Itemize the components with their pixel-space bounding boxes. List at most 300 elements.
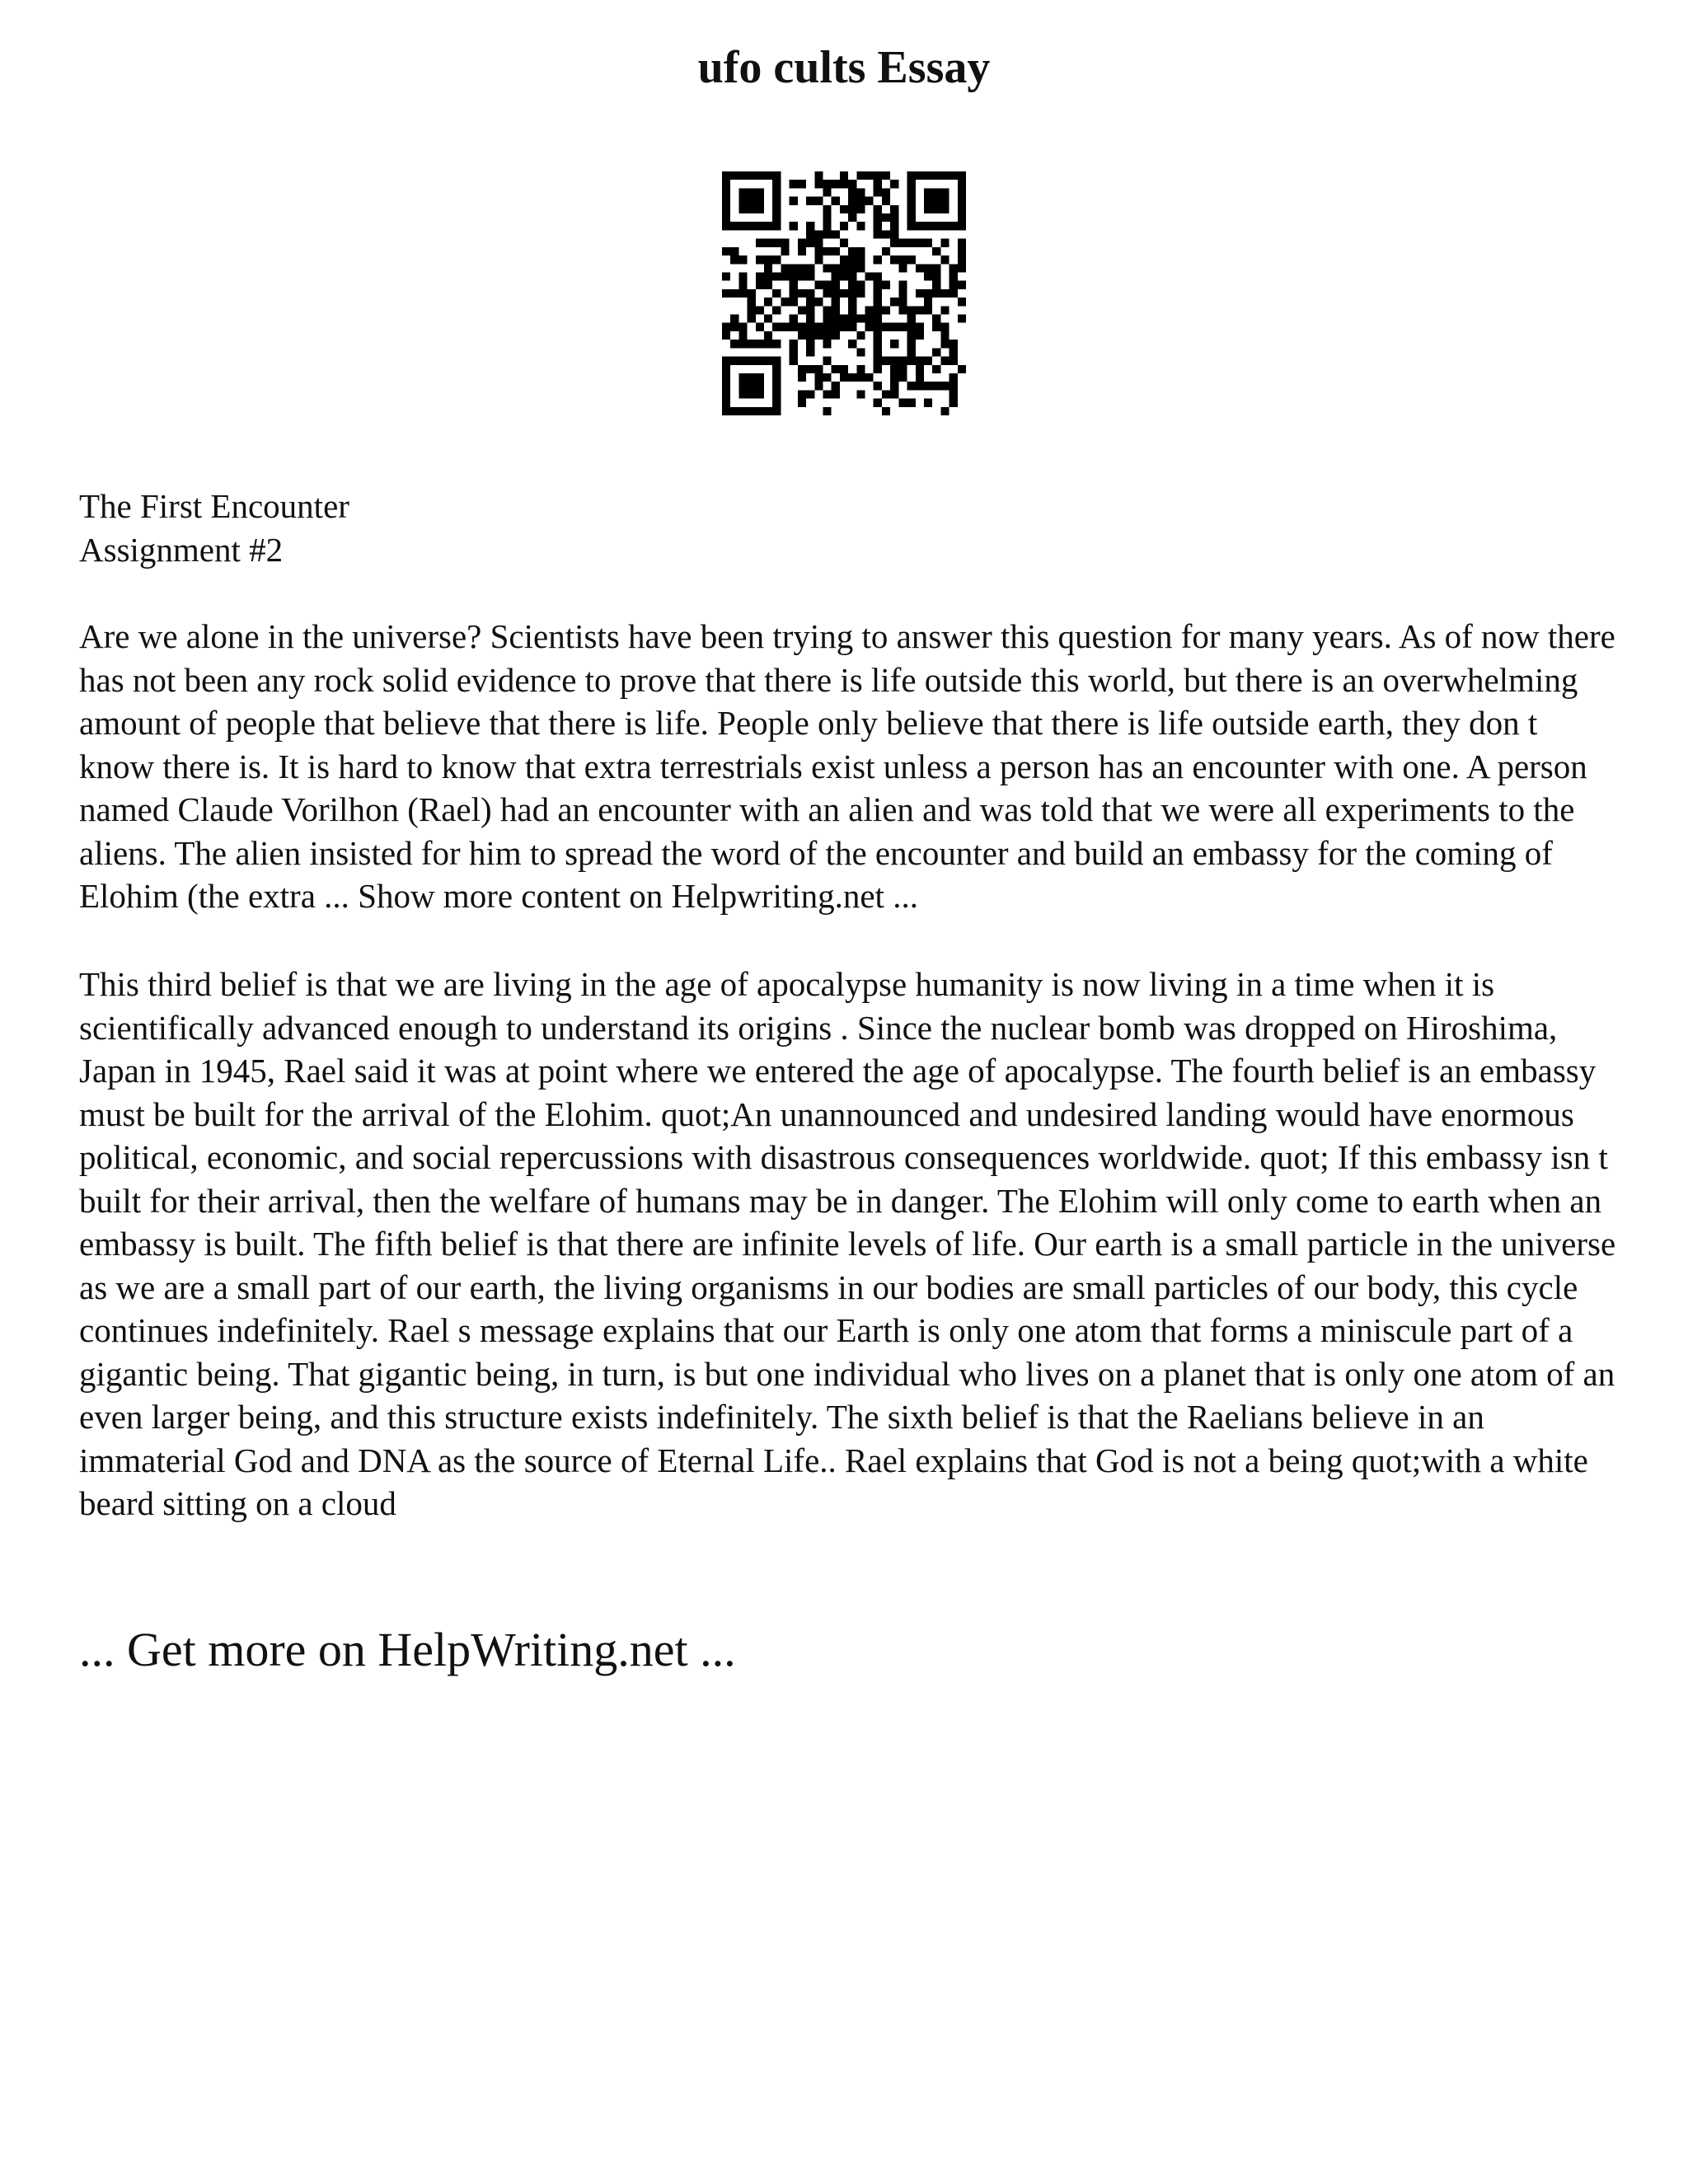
qr-module (806, 331, 814, 340)
qr-module (806, 264, 814, 272)
qr-module (798, 180, 806, 188)
qr-module (840, 180, 848, 188)
qr-module (932, 205, 940, 213)
qr-module (848, 298, 856, 306)
qr-module (832, 323, 840, 331)
qr-module (832, 264, 840, 272)
qr-module (722, 407, 730, 415)
qr-module (748, 390, 756, 398)
qr-module (856, 188, 865, 196)
qr-module (898, 298, 907, 306)
qr-module (764, 171, 772, 180)
qr-module (832, 272, 840, 280)
qr-module (756, 373, 764, 382)
qr-module (898, 281, 907, 289)
qr-module (722, 382, 730, 390)
qr-module (764, 298, 772, 306)
qr-module (916, 373, 924, 382)
qr-module (730, 289, 738, 298)
qr-module (882, 357, 890, 365)
qr-module (856, 247, 865, 255)
qr-module (950, 373, 958, 382)
qr-module (890, 255, 898, 264)
qr-module (907, 331, 916, 340)
qr-module (772, 323, 781, 331)
qr-module (932, 348, 940, 356)
qr-module (781, 247, 789, 255)
qr-module (907, 315, 916, 323)
qr-module (832, 230, 840, 238)
qr-module (781, 272, 789, 280)
qr-module (840, 272, 848, 280)
qr-module (722, 365, 730, 373)
qr-module (874, 331, 882, 340)
qr-module (874, 255, 882, 264)
qr-module (874, 222, 882, 230)
qr-module (890, 213, 898, 222)
qr-module (790, 180, 798, 188)
qr-module (756, 171, 764, 180)
qr-module (874, 289, 882, 298)
qr-module (882, 306, 890, 314)
qr-module (806, 315, 814, 323)
qr-module (832, 289, 840, 298)
qr-module (907, 399, 916, 407)
qr-module (898, 264, 907, 272)
qr-module (874, 315, 882, 323)
qr-module (748, 373, 756, 382)
qr-module (814, 197, 823, 205)
qr-module (772, 213, 781, 222)
qr-module (832, 247, 840, 255)
qr-module (924, 357, 932, 365)
qr-module (738, 197, 747, 205)
qr-module (722, 222, 730, 230)
qr-module (882, 281, 890, 289)
qr-module (756, 222, 764, 230)
qr-module (806, 230, 814, 238)
qr-module (950, 171, 958, 180)
qr-module (814, 365, 823, 373)
paragraph-text-2: This third belief is that we are living in the age of apocalypse humanity is now living in a time when it is scientifically advanced enough to understand its origins . Since the nuclear bomb was dropped on Hiroshima, Japan in 1945, Rael said it was at point where we entered the age of apocalypse. The fourth belief is an embassy must be built for the arrival of the Elohim. quot;An unannounced and undesired landing would have enormous political, economic, and social repercussions with disastrous consequences worldwide. quot; If this embassy isn t built for their arrival, then the welfare of humans may be in danger. The Elohim will only come to earth when an embassy is built. The fifth belief is that there are infinite levels of life. Our earth is a small particle in the universe as we are a small part of our earth, the living organisms in our bodies are small particles of our body, this cycle continues indefinitely. Rael s message explains that our Earth is only one atom that forms a miniscule part of a gigantic being. That gigantic being, in turn, is but one individual who lives on a planet that is only one atom of an even larger being, and this structure exists indefinitely. The sixth belief is that the Raelians believe in an immaterial God and DNA as the source of Eternal Life.. Rael explains that God is not a being quot;with a white beard sitting on a cloud (79, 965, 1616, 1522)
qr-module (840, 205, 848, 213)
qr-module (865, 373, 874, 382)
qr-module (907, 222, 916, 230)
qr-module (898, 365, 907, 373)
qr-module (823, 306, 831, 314)
qr-module (772, 171, 781, 180)
qr-module (790, 281, 798, 289)
qr-module (898, 306, 907, 314)
qr-module (898, 239, 907, 247)
qr-module (798, 306, 806, 314)
qr-module (916, 323, 924, 331)
qr-module (950, 222, 958, 230)
qr-module (907, 306, 916, 314)
qr-module (898, 255, 907, 264)
qr-module (772, 205, 781, 213)
document-heading (79, 485, 1620, 571)
qr-module (890, 323, 898, 331)
qr-module (730, 323, 738, 331)
qr-module (840, 171, 848, 180)
qr-module (798, 272, 806, 280)
qr-module (958, 255, 966, 264)
qr-module (823, 205, 831, 213)
qr-module (823, 289, 831, 298)
qr-module (856, 222, 865, 230)
qr-module (840, 264, 848, 272)
qr-module (865, 315, 874, 323)
qr-module (874, 340, 882, 348)
qr-code-icon[interactable] (722, 171, 966, 415)
qr-module (756, 281, 764, 289)
qr-module (790, 222, 798, 230)
qr-module (806, 272, 814, 280)
qr-module (874, 180, 882, 188)
essay-paragraph-2 (79, 963, 1620, 1526)
qr-module (738, 222, 747, 230)
qr-module (874, 382, 882, 390)
qr-module (806, 306, 814, 314)
qr-module (890, 357, 898, 365)
qr-module (806, 222, 814, 230)
qr-module (781, 264, 789, 272)
qr-module (848, 247, 856, 255)
qr-module (722, 197, 730, 205)
qr-module (907, 180, 916, 188)
qr-module (748, 315, 756, 323)
qr-module (940, 306, 949, 314)
qr-module (722, 331, 730, 340)
qr-module (916, 382, 924, 390)
qr-module (730, 407, 738, 415)
qr-module (874, 323, 882, 331)
qr-module (950, 348, 958, 356)
qr-module (882, 188, 890, 196)
qr-module (738, 373, 747, 382)
qr-module (748, 188, 756, 196)
qr-module (958, 197, 966, 205)
qr-module (848, 323, 856, 331)
qr-module (798, 289, 806, 298)
qr-module (940, 188, 949, 196)
qr-module (940, 323, 949, 331)
qr-module (730, 255, 738, 264)
qr-module (832, 331, 840, 340)
qr-module (958, 315, 966, 323)
qr-module (848, 197, 856, 205)
qr-module (916, 306, 924, 314)
qr-module (924, 197, 932, 205)
qr-module (806, 239, 814, 247)
qr-module (958, 171, 966, 180)
qr-module (865, 306, 874, 314)
qr-module (848, 180, 856, 188)
qr-module (865, 171, 874, 180)
qr-module (932, 197, 940, 205)
qr-module (798, 365, 806, 373)
qr-module (832, 197, 840, 205)
qr-module (748, 407, 756, 415)
qr-module (756, 255, 764, 264)
qr-module (874, 230, 882, 238)
qr-module (856, 390, 865, 398)
qr-module (932, 171, 940, 180)
qr-module (848, 264, 856, 272)
qr-module (856, 281, 865, 289)
qr-module (730, 357, 738, 365)
heading-line-2: Assignment #2 (79, 530, 284, 569)
qr-module (840, 373, 848, 382)
qr-module (940, 357, 949, 365)
qr-module (756, 382, 764, 390)
qr-module (764, 272, 772, 280)
qr-module (722, 188, 730, 196)
qr-module (738, 171, 747, 180)
qr-module (823, 180, 831, 188)
qr-module (814, 281, 823, 289)
qr-module (738, 289, 747, 298)
qr-module (856, 365, 865, 373)
qr-module (940, 289, 949, 298)
qr-module (907, 188, 916, 196)
qr-module (832, 180, 840, 188)
qr-module (790, 298, 798, 306)
qr-module (840, 222, 848, 230)
qr-module (950, 340, 958, 348)
qr-module (730, 315, 738, 323)
qr-module (738, 382, 747, 390)
qr-module (806, 340, 814, 348)
qr-module (924, 289, 932, 298)
qr-module (781, 239, 789, 247)
qr-module (932, 264, 940, 272)
qr-module (798, 373, 806, 382)
qr-module (932, 289, 940, 298)
qr-module (874, 171, 882, 180)
qr-module (856, 205, 865, 213)
qr-module (823, 222, 831, 230)
qr-module (738, 357, 747, 365)
qr-module (806, 323, 814, 331)
qr-module (950, 399, 958, 407)
qr-module (722, 373, 730, 382)
qr-module (848, 306, 856, 314)
qr-module (814, 373, 823, 382)
qr-module (874, 213, 882, 222)
qr-module (772, 399, 781, 407)
qr-module (772, 407, 781, 415)
qr-module (916, 171, 924, 180)
qr-module (848, 272, 856, 280)
qr-module (890, 340, 898, 348)
qr-module (907, 197, 916, 205)
paragraph-text-1: Are we alone in the universe? Scientists have been trying to answer this question for many years. As of now there has not been any rock solid evidence to prove that there is life outside this world, but there is an overwhelming amount of people that believe that there is life. People only believe that there is life outside earth, they don t know there is. It is hard to know that extra terrestrials exist unless a person has an encounter with one. A person named Claude Vorilhon (Rael) had an encounter with an alien and was told that we were all experiments to the aliens. The alien insisted for him to spread the word of the encounter and build an embassy for the coming of Elohim (the extra ... Show more content on Helpwriting.net ... (79, 617, 1615, 915)
qr-module (916, 289, 924, 298)
qr-module (874, 348, 882, 356)
qr-module (932, 222, 940, 230)
qr-module (832, 298, 840, 306)
qr-module (840, 239, 848, 247)
qr-module (823, 315, 831, 323)
qr-module (722, 323, 730, 331)
qr-module (814, 230, 823, 238)
qr-module (856, 315, 865, 323)
qr-module (764, 255, 772, 264)
qr-module (790, 272, 798, 280)
qr-module (738, 205, 747, 213)
qr-module (898, 373, 907, 382)
page-title: ufo cults Essay (697, 42, 991, 93)
essay-paragraph-1 (79, 615, 1620, 918)
qr-module (940, 382, 949, 390)
heading-line-1: The First Encounter (79, 487, 349, 525)
qr-module (848, 289, 856, 298)
qr-module (722, 205, 730, 213)
qr-module (756, 306, 764, 314)
qr-module (848, 281, 856, 289)
qr-module (748, 306, 756, 314)
qr-module (798, 390, 806, 398)
qr-module (932, 323, 940, 331)
qr-module (748, 171, 756, 180)
qr-module (790, 357, 798, 365)
qr-module (738, 340, 747, 348)
qr-module (940, 205, 949, 213)
qr-module (730, 247, 738, 255)
qr-module (940, 255, 949, 264)
qr-module (898, 289, 907, 298)
qr-module (772, 180, 781, 188)
qr-module (823, 264, 831, 272)
qr-module (756, 323, 764, 331)
qr-module (958, 264, 966, 272)
qr-module (848, 340, 856, 348)
qr-module (882, 407, 890, 415)
qr-module (958, 180, 966, 188)
qr-module (832, 315, 840, 323)
qr-module (748, 357, 756, 365)
qr-module (806, 298, 814, 306)
qr-module (874, 306, 882, 314)
qr-module (748, 298, 756, 306)
qr-module (764, 222, 772, 230)
qr-module (940, 331, 949, 340)
qr-module (823, 407, 831, 415)
qr-module (738, 407, 747, 415)
qr-module (823, 323, 831, 331)
qr-module (756, 197, 764, 205)
qr-module (958, 298, 966, 306)
qr-module (756, 239, 764, 247)
qr-module (823, 188, 831, 196)
qr-module (840, 323, 848, 331)
qr-module (932, 315, 940, 323)
qr-module (798, 247, 806, 255)
get-more-link[interactable]: ... Get more on HelpWriting.net ... (79, 1623, 736, 1676)
qr-module (907, 323, 916, 331)
qr-module (874, 365, 882, 373)
qr-module (772, 289, 781, 298)
qr-module (790, 289, 798, 298)
qr-module (790, 340, 798, 348)
qr-module (790, 323, 798, 331)
qr-module (856, 264, 865, 272)
qr-module (772, 340, 781, 348)
qr-module (874, 357, 882, 365)
qr-module (748, 382, 756, 390)
qr-module (882, 247, 890, 255)
qr-module (764, 331, 772, 340)
qr-module (856, 197, 865, 205)
qr-module (722, 272, 730, 280)
qr-module (916, 365, 924, 373)
qr-module (932, 382, 940, 390)
qr-module (722, 289, 730, 298)
qr-module (874, 399, 882, 407)
qr-module (950, 281, 958, 289)
qr-module (940, 239, 949, 247)
qr-module (806, 197, 814, 205)
qr-module (848, 373, 856, 382)
qr-module (950, 382, 958, 390)
qr-module (950, 289, 958, 298)
qr-module (865, 323, 874, 331)
qr-module (730, 171, 738, 180)
qr-module (916, 331, 924, 340)
qr-module (856, 373, 865, 382)
qr-module (940, 222, 949, 230)
qr-module (890, 373, 898, 382)
qr-module (832, 390, 840, 398)
qr-module (798, 323, 806, 331)
qr-module (950, 264, 958, 272)
qr-module (806, 390, 814, 398)
qr-module (882, 171, 890, 180)
qr-module (932, 188, 940, 196)
qr-module (890, 180, 898, 188)
qr-module (916, 264, 924, 272)
qr-module (814, 298, 823, 306)
qr-module (932, 247, 940, 255)
qr-module (840, 315, 848, 323)
qr-module (722, 171, 730, 180)
qr-module (940, 197, 949, 205)
qr-module (823, 281, 831, 289)
qr-module (764, 340, 772, 348)
qr-module (924, 239, 932, 247)
qr-module (806, 365, 814, 373)
qr-module (924, 171, 932, 180)
qr-module (772, 390, 781, 398)
qr-module (840, 289, 848, 298)
qr-module (890, 390, 898, 398)
qr-module (890, 239, 898, 247)
qr-module (890, 222, 898, 230)
qr-module (898, 357, 907, 365)
qr-module (790, 315, 798, 323)
qr-module (958, 222, 966, 230)
qr-module (806, 348, 814, 356)
qr-module (958, 239, 966, 247)
qr-module (814, 255, 823, 264)
qr-module (958, 188, 966, 196)
qr-module (940, 340, 949, 348)
qr-module (958, 365, 966, 373)
qr-module (764, 239, 772, 247)
qr-module (958, 247, 966, 255)
